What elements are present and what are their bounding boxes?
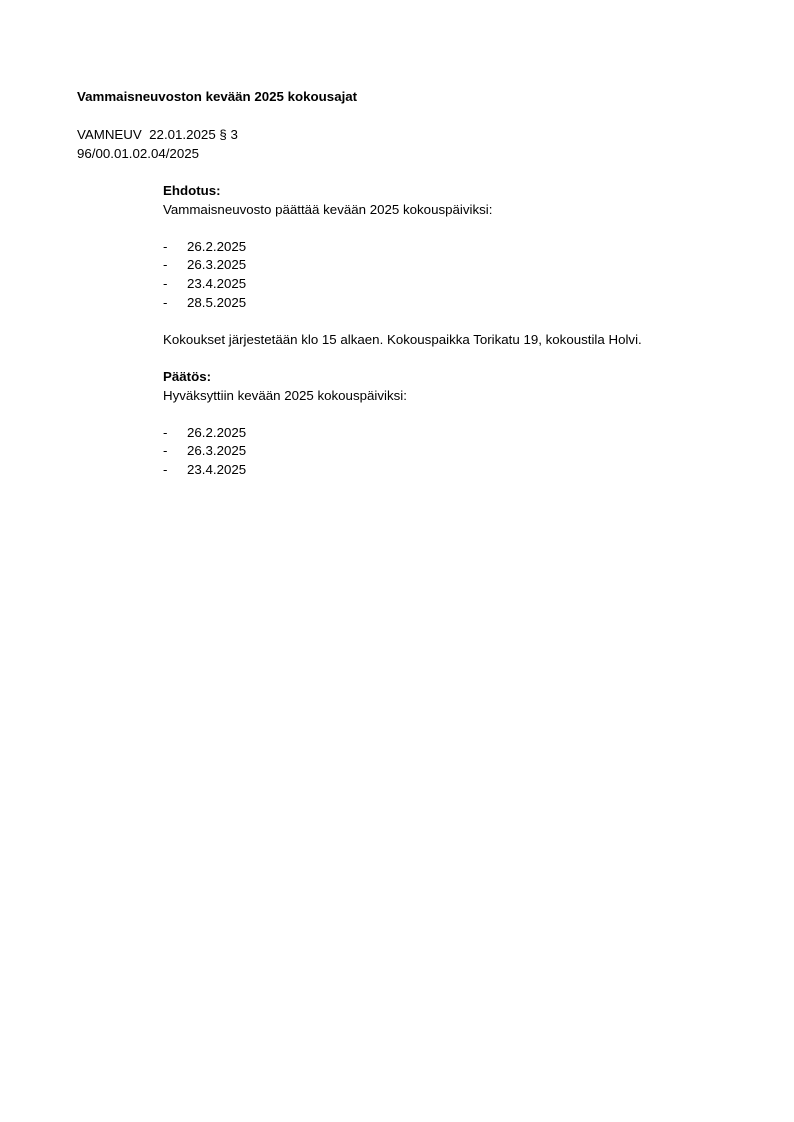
meeting-date: 26.3.2025 [187, 257, 247, 273]
list-item [163, 461, 763, 480]
meeting-date: 23.4.2025 [187, 461, 247, 477]
proposal-date-list [163, 238, 763, 312]
decision-heading: Päätös: [163, 368, 212, 384]
list-marker: - [163, 257, 168, 273]
list-item [163, 256, 763, 275]
spacer [163, 349, 763, 368]
decision-date-list [163, 424, 763, 480]
list-marker: - [163, 443, 168, 459]
list-item [163, 238, 763, 257]
meeting-date: 26.3.2025 [187, 443, 247, 459]
proposal-note: Kokoukset järjestetään klo 15 alkaen. Kokouspaikka Torikatu 19, kokoustila Holvi. [163, 331, 642, 347]
list-item [163, 294, 763, 313]
meeting-date: 26.2.2025 [187, 424, 247, 440]
list-item [163, 424, 763, 443]
proposal-heading: Ehdotus: [163, 183, 221, 198]
list-marker: - [163, 275, 168, 291]
document-title: Vammaisneuvoston kevään 2025 kokousajat [77, 89, 358, 104]
proposal-section [163, 182, 763, 349]
list-item [163, 275, 763, 294]
meeting-reference-block [77, 126, 238, 163]
list-marker: - [163, 461, 168, 477]
spacer [163, 312, 763, 331]
proposal-intro: Vammaisneuvosto päättää kevään 2025 kokouspäiviksi: [163, 201, 493, 217]
spacer [163, 219, 763, 238]
document-body [163, 182, 763, 480]
meeting-date: 28.5.2025 [187, 294, 247, 310]
meeting-date: 26.2.2025 [187, 238, 247, 254]
decision-section [163, 368, 763, 480]
decision-intro: Hyväksyttiin kevään 2025 kokouspäiviksi: [163, 387, 407, 403]
meeting-reference: VAMNEUV 22.01.2025 § 3 [77, 127, 238, 142]
meeting-date: 23.4.2025 [187, 275, 247, 291]
list-item [163, 442, 763, 461]
list-marker: - [163, 294, 168, 310]
list-marker: - [163, 238, 168, 254]
list-marker: - [163, 424, 168, 440]
spacer [163, 405, 763, 424]
record-number: 96/00.01.02.04/2025 [77, 145, 200, 161]
